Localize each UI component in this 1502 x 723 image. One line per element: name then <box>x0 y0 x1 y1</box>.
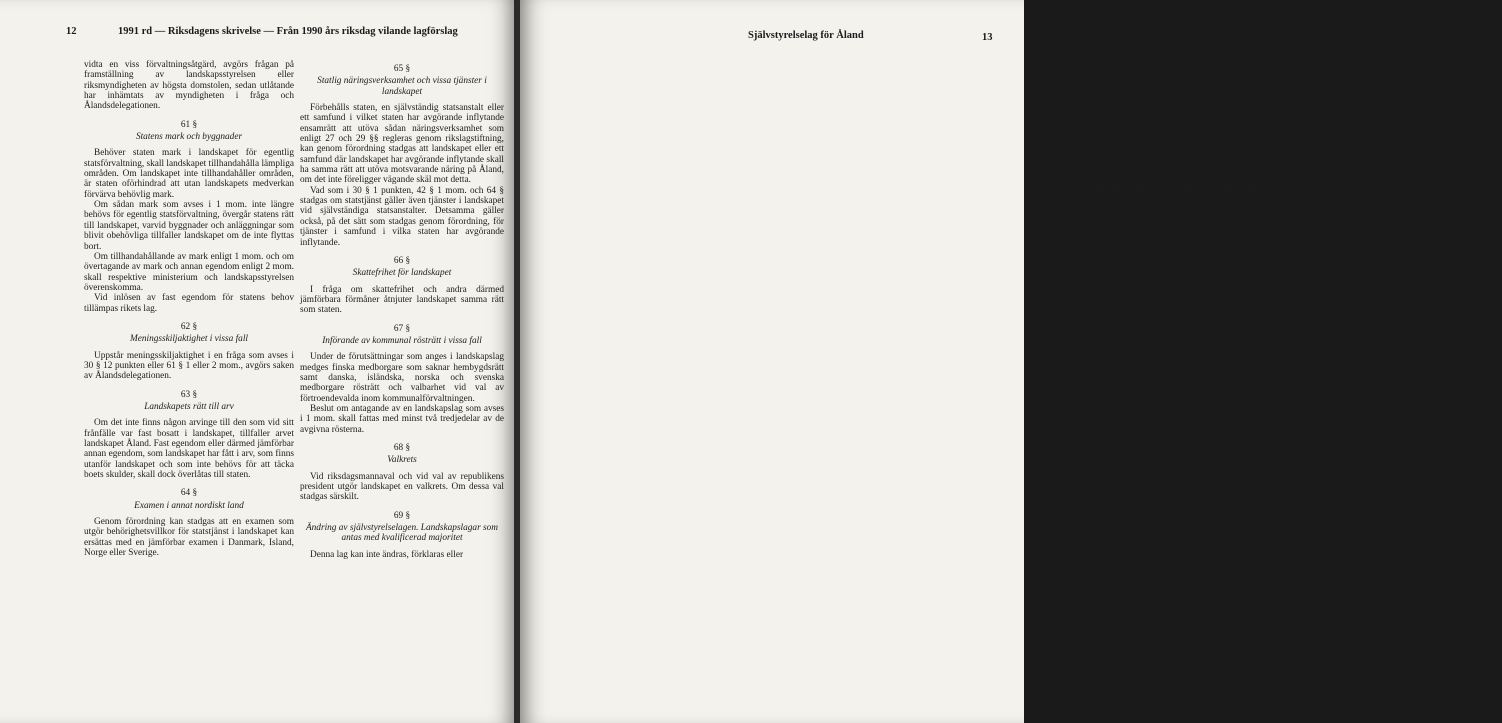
section-heading: Meningsskiljaktighet i vissa fall <box>129 334 248 345</box>
section-number: 62 § <box>180 321 198 332</box>
paragraph: Har genom denna lag eller med stöd av den till rikslagstiftningen hänförts ett rättsområde som tidigare reglerats genom landskapslag, förblir till dess annat stadgas, den landskapslagstiftning som då denna lag träder i kraft gäller inom rättsområdet i kraft. Har däremot genom denna lag eller med stöd av den till landskapslagstiftningen hänförts ett rättsområde som tidigare reglerats genom rikslagstiftning, förblir till dess annat stadgas, den rikslagstiftning som då denna lag träder i kraft gäller inom rättsområdet i kraft, fortfarande tillämpas i landskapet till dess den upphävts, landskapets lagstiftningsbehörighet och rikslagstiftningen genom landskapslag. <box>1066 431 1286 566</box>
paragraph: Vid riksdagsmannaval och vid val av republikens president utgör landskapet en valkrets. Om dessa val stadgas särskilt. <box>300 471 504 503</box>
section-number: 73 § <box>1395 183 1413 194</box>
text-column <box>84 60 294 558</box>
paragraph: Vid inlösen av fast egendom för statens behov tillämpas rikets lag. <box>84 293 294 314</box>
section-heading: Ikraftträdande <box>1148 212 1204 223</box>
paragraph: Enskilda personer, bolag, andelslag, föreningar, andra sammanslutningar och stiftelser, som när denna lag träder i kraft utövar näring i landskapet med stöd av stadgandena i den äldre lagen, har rätt att även framdeles utöva näring enligt den äldre lagen. <box>1306 263 1502 326</box>
paragraph: upphävas annat än genom överensstämmande beslut av riksdagen och lagtinget, inte heller kan avvikelse från den göras på något annat sätt. Besluten skall i riksdagen fattas i den ordning som gäller vid ändring, förklaring eller upphävande av grundlag och i lagtinget med en majoritet om minst två tredjedelar av de avgivna rösterna. <box>1066 56 1286 118</box>
paragraph: Ett ärende som är anhängigt när behörigheten enligt denna lag övergår från en myndighet till en annan skall slutbehandlas av den myndighet där ärendet är anhängigt, varvid den lagstiftning som gällde före övergången skall iakttas. <box>1306 362 1502 414</box>
paragraph: vidta en viss förvaltningsåtgärd, avgörs frågan på framställning av landskapsstyrelsen eller riksmyndigheten av högsta domstolen, sedan utlåtande har inhämtats av myndigheten i fråga och Ålandsdelegationen. <box>84 60 294 112</box>
section-number: 69 § <box>393 510 411 521</box>
left-page <box>0 0 516 723</box>
section-number: 74 § <box>1395 333 1413 344</box>
section-number: 75 § <box>1395 453 1413 464</box>
paragraph: Beslut om antagande av en landskapslag som avses i 1 mom. skall fattas med minst två tredjedelar av de avgivna rösterna. <box>300 403 504 435</box>
paragraph: Ålandsdelegationen som utses enligt denna lag sköter också de uppgifter som enligt den äldre lagen ankommer på Ålandsdelegationen. <box>1066 363 1286 394</box>
chapter-heading: Ikraftträdelse- och övergångsstadganden <box>1094 181 1258 192</box>
text-column <box>1066 56 1286 565</box>
section-heading: Statlig näringsverksamhet och vissa tjänster i landskapet <box>317 76 487 97</box>
text-column <box>300 56 504 560</box>
section-heading: Tidigare stadgandens giltighet <box>1119 414 1233 425</box>
section-heading: Ändring av självstyrelselagen. Landskapslagar som antas med kvalificerad majoritet <box>305 523 499 544</box>
paragraph: Genom förordning kan stadgas att en examen som utgör behörighetsvillkor för statstjänst i landskapet kan ersättas med en jämförbar examen i Danmark, Island, Norge eller Sverige. <box>84 517 294 559</box>
paragraph: Till dess en förordning som avses i 42 § 1 mom. har givits, skall om den språkkunskap som krävs av den som anställs i statens tjänst i <box>1306 544 1502 575</box>
paragraph: I fråga om skattefrihet och andra därmed jämförbara förmåner åtnjuter landskapet samma rätt som staten. <box>300 284 504 316</box>
section-number: 70 § <box>1167 200 1185 211</box>
section-heading: Utövande av näring <box>1366 195 1442 206</box>
paragraph: Landstinget kan redan innan lagen träder i kraft vid antagande av landskapslag tillämpa denna lags stadganden. En sådan landskapslag blir dock inte gällande förrän denna lag har trätt i kraft. <box>1066 321 1286 363</box>
section-heading: Införande av kommunal rösträtt i vissa fall <box>322 335 482 346</box>
paragraph: Under de förutsättningar som anges i landskapslag medges finska medborgare som saknar hembygdsrätt samt danska, isländska, norska och svenska medborgare rösträtt och valbarhet vid val av förtroendevalda inom kommunalförvaltningen. <box>300 352 504 404</box>
section-number: 71 § <box>1167 402 1185 413</box>
paragraph: Då ändring söks i en myndighets beslut som har givits innan behörigheten övergick skall den äldre lagen och annan tillämplig tidigare lag följas. <box>1306 414 1502 445</box>
section-heading: Hembygdsrätt <box>1377 76 1431 87</box>
paragraph: Vad som i 30 § 1 punkten, 42 § 1 mom. och 64 § stadgas om statstjänst gäller även tjänster i landskapet vid självständiga statsanstalter. Detsamma gäller också, på det sätt som stadgas genom förordning, för tjänster i samfund i vilka staten har avgörande inflytande. <box>300 185 504 248</box>
paragraph: Uppstår meningsskiljaktighet i en fråga som avses i 30 § 12 punkten eller 61 § 1 eller 2 mom., avgörs saken av Ålandsdelegationen. <box>84 350 294 382</box>
section-number: 66 § <box>393 255 411 266</box>
page-number: 12 <box>66 26 77 37</box>
section-number: 72 § <box>1395 64 1413 74</box>
paragraph: Den som när denna lag träder i kraft har sitt egentliga bo och hemvist i landskapet har rätt att, sedan han utan avbrott fem år varit bosatt i landskapet, utöva näring i landskapet med stöd av stadgandena i den äldre lagen. <box>1306 212 1502 264</box>
section-number: 63 § <box>180 389 198 400</box>
page-number: 13 <box>982 32 993 43</box>
section-heading: Landskapets rätt till arv <box>144 401 234 412</box>
section-heading: Behandling av ärenden vid övergång av behörighet <box>1308 346 1500 357</box>
paragraph: I landskapslag kan stadgas att beslut om antagande av landskapslag skall fattas av lagtinget med minst två tredjedelar av de avgivna rösterna. En landskapslag där ett sådant stadgande ingår skall antas i samma ordning. <box>1066 118 1286 160</box>
section-heading: Valkrets <box>387 455 417 466</box>
paragraph: Den vars uppgifter i ett anställningsförhållande till staten enligt denna lag har överförts till landskapet skall, om han samtycker därtill, med bibehållna förmåner överflyttas till motsvarande anställning hos landskapet eller ett samfund där landskapet har avgörande inflytande. <box>1306 482 1502 544</box>
section-number: 65 § <box>393 64 411 74</box>
section-heading: Examen i annat nordiskt land <box>134 500 244 511</box>
paragraph: Genom denna lag upphävs självstyrelselagen för Åland av den 28 december 1951 (670/51) jämte senare ändringar (den äldre lagen), samt lagen den 16 februari 1979 om tillämpningen i landskapet Åland av lagen om ändringssökande i förvaltningsärenden (182/79) och övriga stadganden som står i strid med denna lag. <box>1066 239 1286 301</box>
section-heading: Skattefrihet för landskapet <box>352 268 452 279</box>
paragraph: Om tillhandahållande av mark enligt 1 mom. och om övertagande av mark och annan egendom enligt 2 mom. skall respektive ministerium och landskapsstyrelsen överenskomma. <box>84 251 294 293</box>
section-heading: Statsanställda <box>1377 465 1431 476</box>
paragraph: I fråga om hembygdsrätt följer adoptivbarn sina adoptivföräldrar även då barnet har adopterats innan denna lag träder i kraft. <box>1306 144 1502 176</box>
text-column <box>1306 56 1502 575</box>
paragraph: Behöver staten mark i landskapet för egentlig statsförvaltning, skall landskapet tillhandahålla lämpliga områden. Om landskapet inte tillhandahåller områden, är staten oförhindrad att utan landskapets medverkan förvärva behövlig mark. <box>84 148 294 200</box>
section-number: 68 § <box>393 443 411 453</box>
section-heading: Statens mark och byggnader <box>135 132 243 143</box>
paragraph: Denna lag kan inte ändras, förklaras eller <box>310 549 464 560</box>
paragraph: Denna lag träder i kraft den 1 januari 19 . <box>1076 228 1230 239</box>
section-number: 64 § <box>180 488 198 499</box>
section-number: 67 § <box>393 323 411 334</box>
right-page <box>520 0 1502 723</box>
running-header: Självstyrelselag för Åland <box>748 30 864 41</box>
running-header: 1991 rd — Riksdagens skrivelse — Från 1990 års riksdag vilande lagförslag <box>118 26 458 37</box>
paragraph: Förbehålls staten, en självständig statsanstalt eller ett samfund i vilket staten har avgörande inflytande ensamrätt att utöva sådan näringsverksamhet som enligt 27 och 29 §§ regleras genom rikslagstiftning, kan genom förordning stadgas att landskapet eller ett samfund där landskapet har avgörande inflytande skall ha samma rätt att utöva motsvarande näring på Åland, om det inte föreligger vägande skäl mot detta. <box>300 103 504 186</box>
chapter-number: 11 kap. <box>1162 169 1190 180</box>
paragraph: Den som när denna lag träder i kraft har sitt egentliga bo och hemvist i landskapet har rätt att på ansökan hos landskapsstyrelsen erhålla hembygdsrätt i enlighet med den äldre lagens stadganden därom. <box>1306 92 1502 145</box>
paragraph: Om det inte finns någon arvinge till den som vid sitt frånfälle var fast bosatt i landskapet, tillfaller arvet landskapet Åland. Fast egendom eller därmed jämförbar annan egendom, som landskapet har fått i arv, som finns utanför landskapet och som inte behövs för att täcka boets skulder, skall dock överlåtas till staten. <box>84 418 294 481</box>
paragraph: Om sådan mark som avses i 1 mom. inte längre behövs för egentlig statsförvaltning, övergår statens rätt till landskapet, varvid byggnader och anläggningar som blivit obehövliga tillfaller landskapet om de inte flyttas bort. <box>84 200 294 252</box>
paragraph: Åtgärder som verkställigheten av denna lag förutsätter får vidtas innan lagen träder i kraft. <box>1066 301 1286 322</box>
section-number: 61 § <box>180 119 198 130</box>
